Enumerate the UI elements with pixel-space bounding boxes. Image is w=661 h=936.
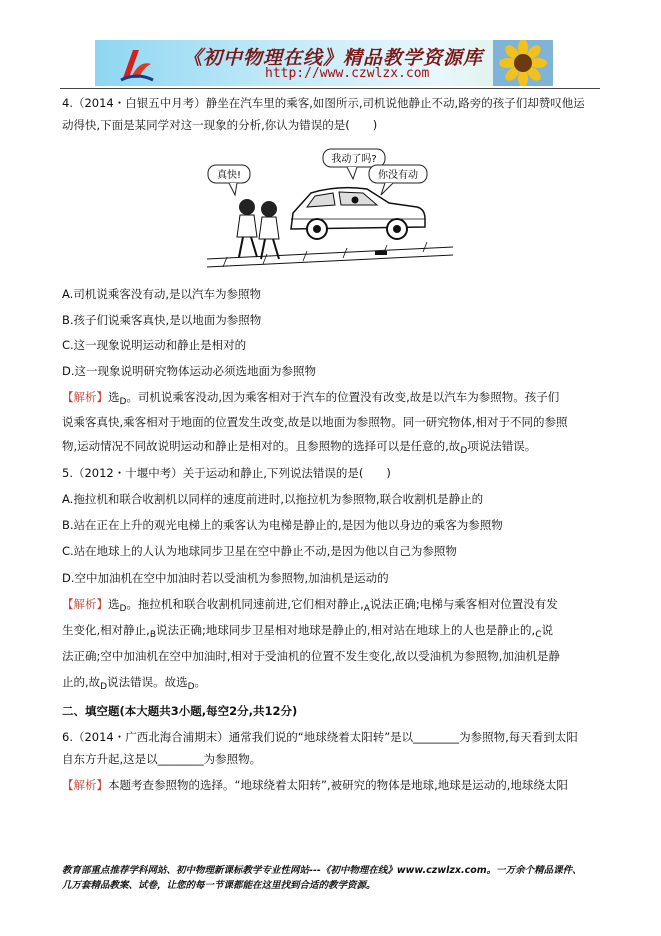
q5-analysis-text: 选 <box>108 597 120 611</box>
q4-option-letter: D <box>460 446 468 456</box>
q5-analysis-tag: 【解析】 <box>62 597 108 611</box>
q5-analysis-text: 。 <box>194 675 207 689</box>
q5-option-letter: D <box>100 682 108 692</box>
bubble-moved: 我动了吗? <box>331 154 377 165</box>
q6-analysis-line1 <box>62 777 568 793</box>
car-children-illustration <box>207 141 453 271</box>
q5-analysis-text: 。拖拉机和联合收割机同速前进,它们相对静止, <box>126 597 364 611</box>
q4-option-d: D.这一现象说明研究物体运动必须选地面为参照物 <box>62 364 317 378</box>
bubble-still: 你没有动 <box>378 170 418 181</box>
q5-analysis-text: 说法错误。故选 <box>107 675 188 689</box>
sunflower-icon <box>493 40 553 86</box>
q4-analysis-line3 <box>62 438 536 456</box>
q5-analysis-line1 <box>62 596 558 614</box>
q5-answer-letter: D <box>119 604 127 614</box>
q6-analysis-tag: 【解析】 <box>62 778 108 792</box>
q4-answer-letter: D <box>119 397 127 407</box>
banner-title: 《初中物理在线》精品教学资源库 <box>183 47 484 69</box>
q5-analysis-line3: 法正确;空中加油机在空中加油时,相对于受油机的位置不发生变化,故以受油机为参照物,加油机是静 <box>62 649 560 663</box>
footer-line1: 教育部重点推荐学科网站、初中物理新课标教学专业性网站---《初中物理在线》www.czwlzx.com。一万余个精品课件、 <box>62 865 582 876</box>
q4-analysis-text: 物,运动情况不同故说明运动和静止是相对的。且参照物的选择可以是任意的,故 <box>62 439 461 453</box>
site-logo-icon <box>117 44 155 82</box>
q6-stem-line2: 自东方升起,这是以________为参照物。 <box>62 752 262 766</box>
header-banner <box>95 40 553 86</box>
header-rule <box>60 88 600 89</box>
q4-analysis-line1 <box>62 389 559 407</box>
q5-analysis-text: 说法正确;电梯与乘客相对位置没有发 <box>369 597 558 611</box>
bubble-fast: 真快! <box>216 170 242 181</box>
q5-analysis-line2 <box>62 622 553 640</box>
q6-analysis-text: 本题考查参照物的选择。“地球绕着太阳转”,被研究的物体是地球,地球是运动的,地球绕太阳 <box>108 778 568 792</box>
q5-option-letter: B <box>149 630 156 640</box>
q5-option-d: D.空中加油机在空中加油时若以受油机为参照物,加油机是运动的 <box>62 571 389 585</box>
q4-option-b: B.孩子们说乘客真快,是以地面为参照物 <box>62 313 262 327</box>
q5-option-letter: A <box>363 604 370 614</box>
q5-answer-letter: D <box>187 682 195 692</box>
q5-analysis-line4 <box>62 674 206 692</box>
q4-analysis-tag: 【解析】 <box>62 390 108 404</box>
q4-analysis-text: 。司机说乘客没动,因为乘客相对于汽车的位置没有改变,故是以汽车为参照物。孩子们 <box>126 390 560 404</box>
q4-analysis-line2: 说乘客真快,乘客相对于地面的位置发生改变,故是以地面为参照物。同一研究物体,相对于不同的参照 <box>62 415 568 429</box>
footer-line2: 几万套精品教案、试卷，让您的每一节课都能在这里找到合适的教学资源。 <box>62 880 376 891</box>
q4-stem-line1: 4.（2014・白银五中月考）静坐在汽车里的乘客,如图所示,司机说他静止不动,路旁的孩子们却赞叹他运 <box>62 96 585 110</box>
q5-analysis-text: 说法正确;地球同步卫星相对地球是静止的,相对站在地球上的人也是静止的, <box>156 623 536 637</box>
q5-option-b: B.站在正在上升的观光电梯上的乘客认为电梯是静止的,是因为他以身边的乘客为参照物 <box>62 518 503 532</box>
q5-analysis-text: 止的,故 <box>62 675 101 689</box>
q5-analysis-text: 说 <box>541 623 553 637</box>
banner-url[interactable]: http://www.czwlzx.com <box>265 66 430 81</box>
q5-option-letter: C <box>535 630 542 640</box>
q5-analysis-text: 生变化,相对静止, <box>62 623 150 637</box>
q5-option-a: A.拖拉机和联合收割机以同样的速度前进时,以拖拉机为参照物,联合收割机是静止的 <box>62 492 484 506</box>
q4-option-a: A.司机说乘客没有动,是以汽车为参照物 <box>62 287 261 301</box>
q5-stem: 5.（2012・十堰中考）关于运动和静止,下列说法错误的是( ) <box>62 466 391 480</box>
q4-stem-line2: 动得快,下面是某同学对这一现象的分析,你认为错误的是( ) <box>62 118 378 132</box>
q4-analysis-text: 选 <box>108 390 120 404</box>
q6-stem-line1: 6.（2014・广西北海合浦期末）通常我们说的“地球绕着太阳转”是以________为参照物,每天看到太阳 <box>62 730 578 744</box>
q4-analysis-text: 项说法错误。 <box>467 439 537 453</box>
q5-option-c: C.站在地球上的人认为地球同步卫星在空中静止不动,是因为他以自己为参照物 <box>62 544 457 558</box>
section-heading: 二、填空题(本大题共3小题,每空2分,共12分) <box>62 704 298 718</box>
q4-option-c: C.这一现象说明运动和静止是相对的 <box>62 338 247 352</box>
